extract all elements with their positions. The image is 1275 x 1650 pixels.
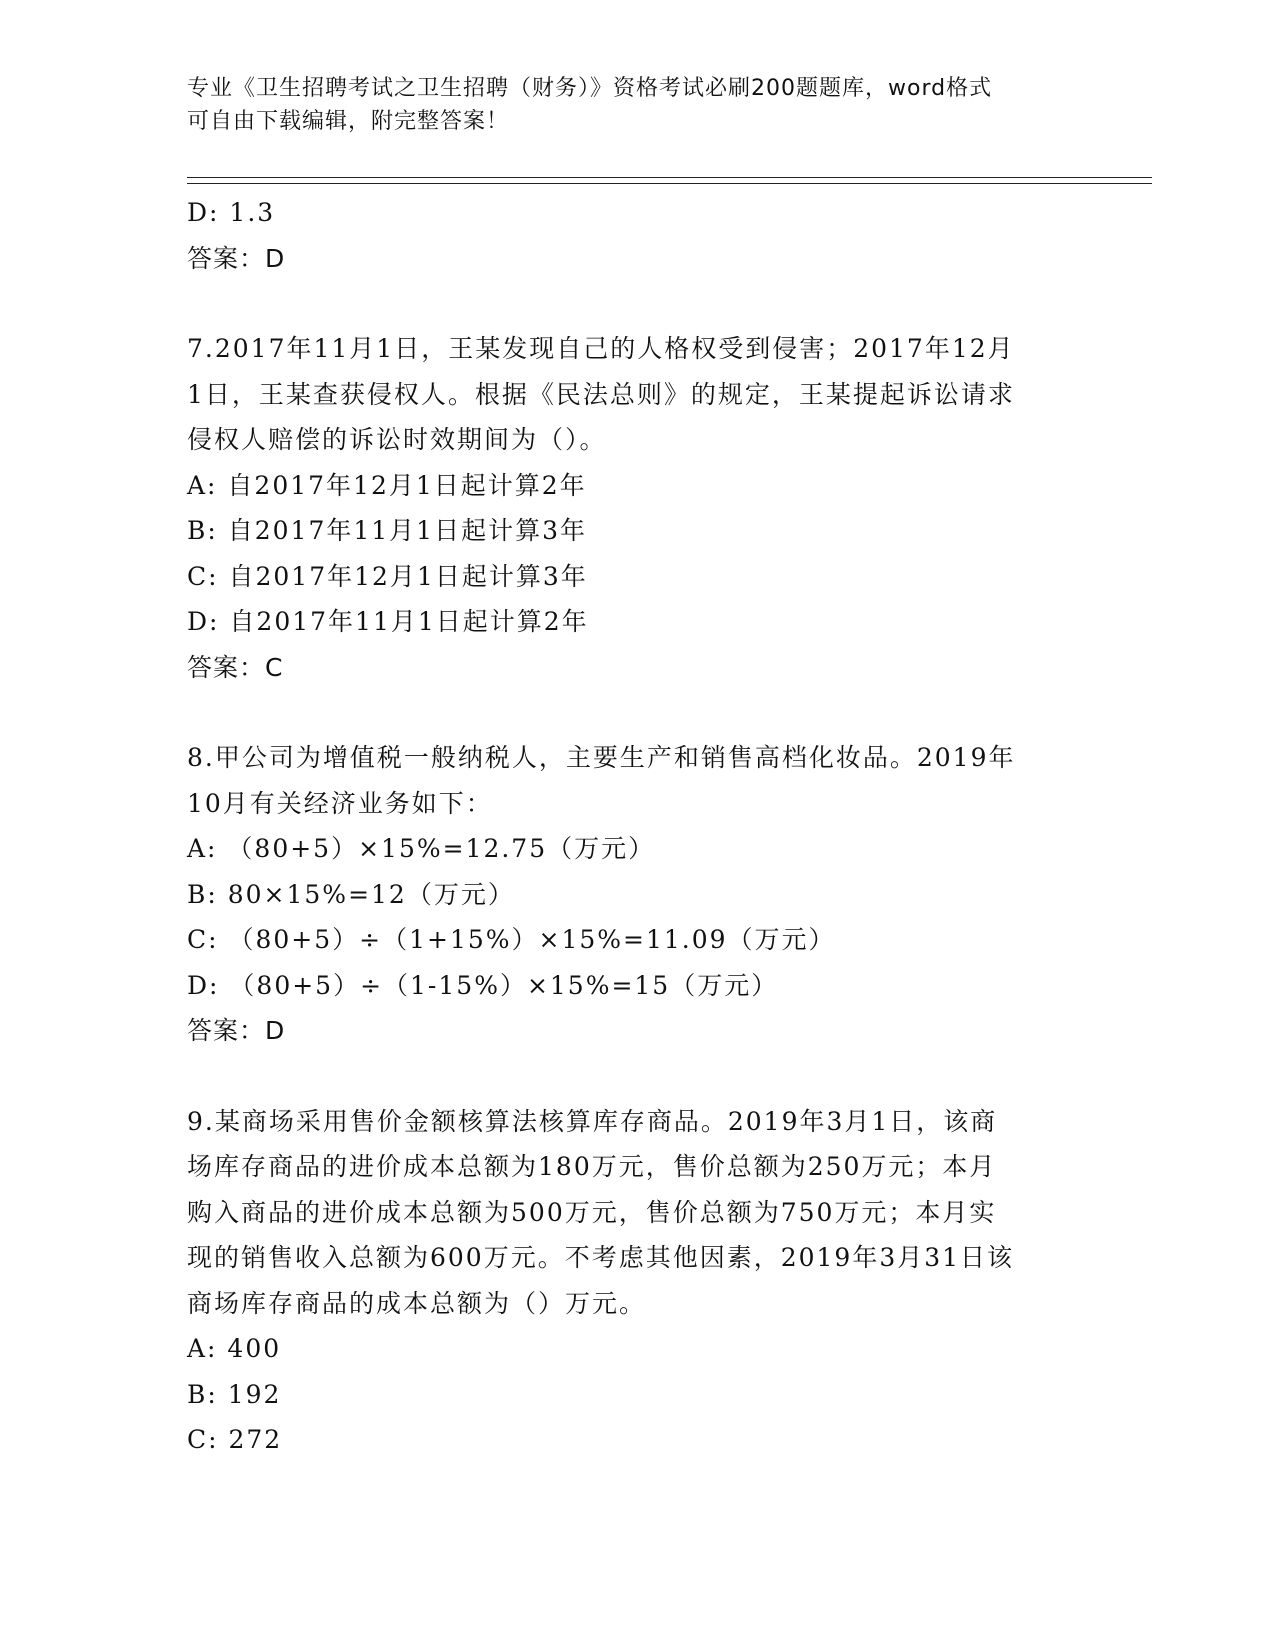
option-c: C: （80+5）÷（1+15%）×15%=11.09（万元） <box>187 925 836 954</box>
option-d: D: 自2017年11月1日起计算2年 <box>187 607 589 636</box>
option-c: C: 自2017年12月1日起计算3年 <box>187 561 588 591</box>
question-8 <box>187 735 1087 1054</box>
question-stem-line: 10月有关经济业务如下： <box>187 788 493 818</box>
question-stem-line: 1日，王某查获侵权人。根据《民法总则》的规定，王某提起诉讼请求 <box>187 379 1015 409</box>
question-stem-line: 8.甲公司为增值税一般纳税人，主要生产和销售高档化妆品。2019年 <box>187 743 1016 772</box>
question-stem-line: 9.某商场采用售价金额核算法核算库存商品。2019年3月1日，该商 <box>187 1106 998 1136</box>
answer-line: 答案：D <box>187 243 286 273</box>
question-9 <box>187 1099 1087 1463</box>
question-7 <box>187 326 1087 690</box>
answer-line: 答案：D <box>187 1016 286 1045</box>
header-rule-top <box>187 177 1152 178</box>
option-a: A: 自2017年12月1日起计算2年 <box>187 470 587 500</box>
option-c: C: 272 <box>187 1425 283 1454</box>
option-b: B: 80×15%=12（万元） <box>187 879 515 909</box>
spacer <box>187 281 1087 326</box>
option-a: A: （80+5）×15%=12.75（万元） <box>187 834 656 863</box>
option-b: B: 192 <box>187 1379 282 1409</box>
header-rule-bottom <box>187 183 1152 184</box>
option-a: A: 400 <box>187 1334 282 1363</box>
header-line-2: 可自由下载编辑，附完整答案！ <box>187 109 510 134</box>
answer-line: 答案：C <box>187 652 284 682</box>
question-stem-line: 7.2017年11月1日，王某发现自己的人格权受到侵害；2017年12月 <box>187 334 1015 363</box>
question-stem-line: 现的销售收入总额为600万元。不考虑其他因素，2019年3月31日该 <box>187 1243 1015 1272</box>
page-header <box>187 72 1087 138</box>
question-stem-line: 侵权人赔偿的诉讼时效期间为（）。 <box>187 425 607 454</box>
spacer <box>187 1054 1087 1099</box>
question-stem-line: 商场库存商品的成本总额为（）万元。 <box>187 1288 647 1318</box>
spacer <box>187 690 1087 735</box>
question-stem-line: 场库存商品的进价成本总额为180万元，售价总额为250万元；本月 <box>187 1152 997 1181</box>
document-body <box>187 190 1087 1463</box>
question-stem-line: 购入商品的进价成本总额为500万元，售价总额为750万元；本月实 <box>187 1197 997 1227</box>
option-d: D: （80+5）÷（1-15%）×15%=15（万元） <box>187 970 779 1000</box>
question-fragment <box>187 190 1087 281</box>
header-line-1: 专业《卫生招聘考试之卫生招聘（财务）》资格考试必刷200题题库，word格式 <box>187 76 993 101</box>
option-b: B: 自2017年11月1日起计算3年 <box>187 516 587 545</box>
option-d: D: 1.3 <box>187 198 276 227</box>
